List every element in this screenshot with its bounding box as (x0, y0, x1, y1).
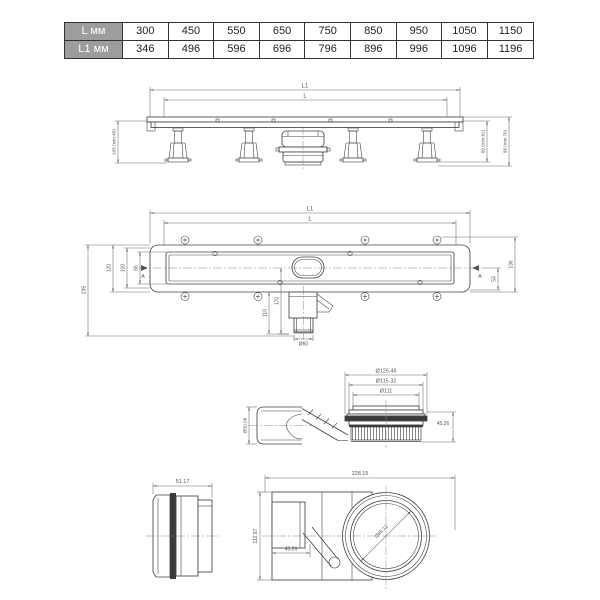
dim-label-l: L (303, 93, 307, 100)
dim-label-l1: L1 (301, 83, 309, 90)
dim-label-110: 110 (262, 309, 269, 317)
front-elevation-view (112, 84, 513, 171)
dim-label-d60: Ø60 (298, 341, 309, 348)
table-cell: 650 (260, 23, 306, 41)
section-arrow-right (472, 265, 479, 271)
siphon-front (276, 126, 330, 170)
diagonal-connector (302, 409, 348, 441)
table-header-cell: L мм (65, 23, 123, 41)
trap-top-view (253, 471, 455, 590)
plan-view (82, 207, 519, 348)
adjustable-foot (236, 128, 262, 162)
adjustable-foot (340, 128, 366, 162)
flange-side-view (146, 479, 220, 579)
section-label-right: A (478, 274, 482, 280)
adjustable-foot (414, 128, 440, 162)
outlet-trap-plan (289, 286, 333, 341)
dim-label-53: 53 (491, 276, 498, 282)
table-cell: 450 (169, 23, 215, 41)
dim-label-d50: Ø50.09 (243, 417, 249, 434)
outlet-pipe-section (249, 407, 312, 444)
drain-body-section (345, 400, 427, 448)
table-cell: 1150 (488, 23, 534, 41)
table-cell: 1050 (442, 23, 488, 41)
dim-label-66: 66 (133, 265, 140, 271)
siphon-section-view (243, 369, 457, 449)
adjustable-foot (165, 128, 191, 162)
table-cell: 696 (260, 41, 306, 58)
dim-label-235: 235 (81, 285, 88, 295)
table-cell: 1096 (442, 41, 488, 58)
dim-label-l: L (308, 216, 312, 223)
table-cell: 950 (397, 23, 443, 41)
drain-opening (292, 257, 324, 278)
dim-label-d115: Ø115.32 (375, 378, 397, 385)
dim-label-45: 45.26 (436, 421, 450, 427)
dim-label-170: 170 (274, 296, 281, 306)
dim-label-height-right-outer: 98 (min.70) (502, 129, 508, 154)
dim-label-112: 112.87 (253, 528, 259, 544)
table-cell: 850 (351, 23, 397, 41)
dim-label-d111: Ø111 (379, 388, 393, 395)
table-cell: 300 (123, 23, 169, 41)
dim-label-height-right-inner: 80 (min.62) (480, 129, 486, 154)
section-label-left: A (141, 274, 145, 280)
table-cell: 346 (123, 41, 169, 58)
dim-label-120: 120 (106, 263, 113, 273)
dim-label-d85: Ø85.12 (373, 523, 390, 540)
dim-label-136: 136 (508, 260, 515, 269)
table-cell: 596 (214, 41, 260, 58)
table-cell: 1196 (488, 41, 534, 58)
table-cell: 550 (214, 23, 260, 41)
dim-label-height-left: 105 (min.45) (111, 129, 117, 155)
dim-label-l1: L1 (306, 206, 314, 213)
dim-label-100: 100 (120, 263, 127, 273)
dim-label-d125: Ø125.46 (375, 368, 397, 375)
table-cell: 796 (305, 41, 351, 58)
table-cell: 896 (351, 41, 397, 58)
table-cell: 496 (169, 41, 215, 58)
dim-label-45-26: 45.26 (284, 546, 298, 553)
section-arrow-left (141, 265, 148, 271)
dim-label-228: 228.15 (351, 471, 369, 477)
table-header-cell: L1 мм (65, 41, 123, 58)
dim-label-51: 51.17 (175, 479, 190, 485)
table-cell: 750 (305, 23, 351, 41)
table-cell: 996 (397, 41, 443, 58)
